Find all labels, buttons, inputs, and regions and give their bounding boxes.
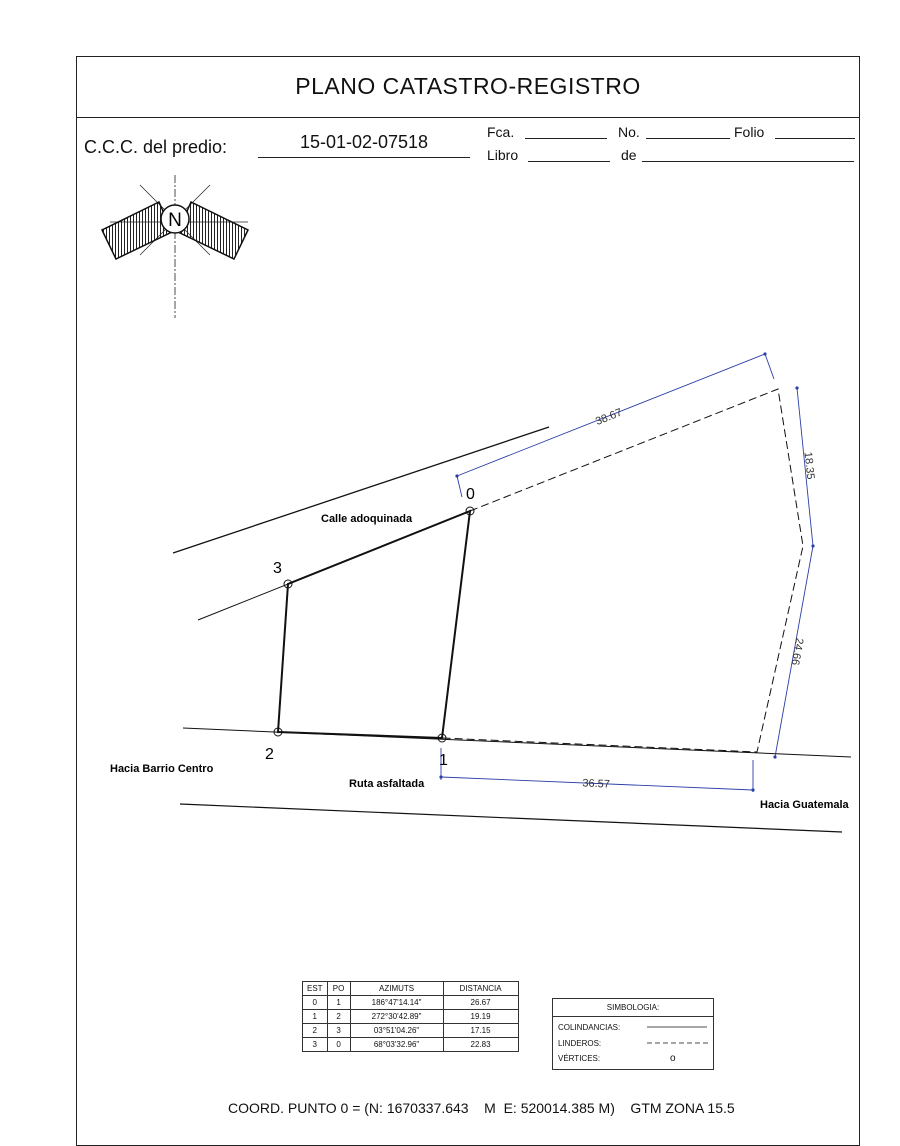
finca-label: Fca. <box>487 124 515 140</box>
dimension-bottom-label: 36.57 <box>582 777 611 791</box>
coordinates-footer: COORD. PUNTO 0 = (N: 1670337.643 M E: 520014.385 M) GTM ZONA 15.5 <box>228 1100 735 1116</box>
table-cell: 0 <box>327 1038 350 1052</box>
label-calle-adoquinada: Calle adoquinada <box>321 513 413 525</box>
vertex-label-2: 2 <box>265 746 274 763</box>
table-cell: 1 <box>327 996 350 1010</box>
simbologia-vertices: VÉRTICES: <box>558 1054 601 1063</box>
table-cell: 22.83 <box>443 1038 518 1052</box>
table-cell: 17.15 <box>443 1024 518 1038</box>
simbologia-colindancias: COLINDANCIAS: <box>558 1023 621 1032</box>
table-cell: 19.19 <box>443 1010 518 1024</box>
table-cell: 0 <box>303 996 328 1010</box>
table-header-po: PO <box>327 982 350 996</box>
dimension-top-label: 38.67 <box>593 406 624 428</box>
table-header-row <box>303 982 519 996</box>
table-row <box>303 1024 519 1038</box>
table-row <box>303 1010 519 1024</box>
table-cell: 186°47'14.14" <box>350 996 443 1010</box>
table-header-azimuts: AZIMUTS <box>350 982 443 996</box>
libro-label: Libro <box>487 147 519 163</box>
simbologia-legend <box>552 998 714 1070</box>
table-cell: 26.67 <box>443 996 518 1010</box>
street-upper-line <box>173 427 549 553</box>
street-lower-line <box>180 804 842 832</box>
survey-table <box>302 981 519 1052</box>
ccc-label: C.C.C. del predio: <box>84 137 228 157</box>
table-header-distancia: DISTANCIA <box>443 982 518 996</box>
simbologia-divider <box>553 1016 713 1017</box>
vertex-label-1: 1 <box>439 752 448 769</box>
table-cell: 2 <box>303 1024 328 1038</box>
vertex-label-0: 0 <box>466 486 475 503</box>
table-cell: 3 <box>303 1038 328 1052</box>
numero-label: No. <box>618 124 640 140</box>
simbologia-title: SIMBOLOGIA: <box>606 1003 660 1012</box>
plan-title: PLANO CATASTRO-REGISTRO <box>76 56 860 118</box>
table-row <box>303 1038 519 1052</box>
dimension-lines <box>441 354 813 792</box>
table-header-est: EST <box>303 982 328 996</box>
linderos-dashed <box>442 389 803 752</box>
dimension-right-upper-label: 18.35 <box>801 451 817 481</box>
table-cell: 272°30'42.89" <box>350 1010 443 1024</box>
table-cell: 3 <box>327 1024 350 1038</box>
dimension-points <box>439 352 814 791</box>
property-boundary <box>278 511 470 738</box>
de-label: de <box>621 147 637 163</box>
north-arrow-icon <box>102 175 248 318</box>
table-cell: 03°51'04.26" <box>350 1024 443 1038</box>
table-row <box>303 996 519 1010</box>
vertex-symbol-icon: o <box>670 1053 676 1064</box>
dimension-right-lower-label: 24.66 <box>788 636 806 667</box>
vertex-label-3: 3 <box>273 560 282 577</box>
label-hacia-barrio-centro: Hacia Barrio Centro <box>110 763 214 775</box>
north-letter: N <box>168 210 182 231</box>
simbologia-linderos: LINDEROS: <box>558 1039 602 1048</box>
vertex-markers <box>274 507 474 742</box>
ccc-value: 15-01-02-07518 <box>258 132 470 158</box>
folio-label: Folio <box>734 124 765 140</box>
table-cell: 2 <box>327 1010 350 1024</box>
table-cell: 68°03'32.96" <box>350 1038 443 1052</box>
table-cell: 1 <box>303 1010 328 1024</box>
label-ruta-asfaltada: Ruta asfaltada <box>349 778 425 790</box>
label-hacia-guatemala: Hacia Guatemala <box>760 799 849 811</box>
